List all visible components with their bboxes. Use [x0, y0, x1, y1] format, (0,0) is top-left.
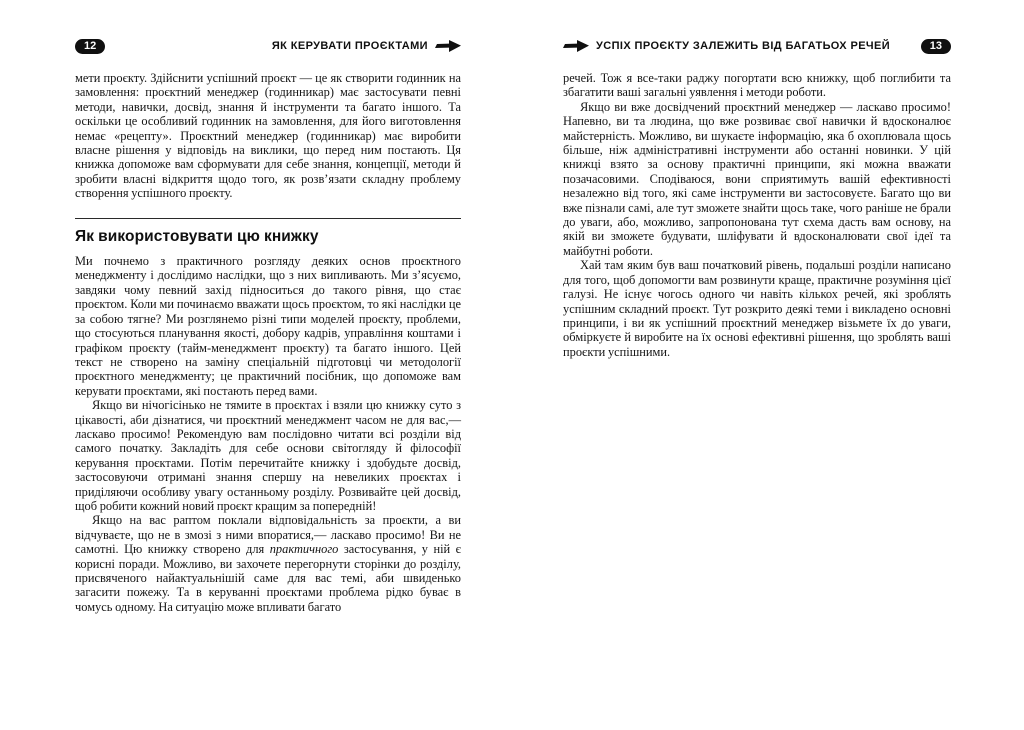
- right-running-title-group: [563, 40, 890, 52]
- paragraph: Якщо ви нічогісінько не тямите в проєктах і взяли цю книжку суто з цікавості, аби дізнатися, чи проєктний менеджмент часом не для вас,— ласкаво просимо! Рекомендую вам послідовно читати всі розділи від самого початку. Закладіть для себе основи світогляду й філософії керування проєктами. Потім перечитайте книжку і здобудьте досвід, застосовуючи отримані знання спершу на невеликих проєктах і приділяючи особливу увагу останньому розділу. Розвивайте цей досвід, щоб робити кожний новий проєкт кращим за попередній!: [75, 398, 461, 513]
- italic-word: практичного: [269, 542, 339, 557]
- paragraph-continuation: речей. Тож я все-таки раджу погортати всю книжку, щоб поглибити та збагатити ваші загальні уявлення і методи роботи.: [563, 71, 951, 100]
- paragraph: Якщо ви вже досвідчений проєктний менеджер — ласкаво просимо! Напевно, ви та людина, що вже розвиває свої навички й вдосконалює майстерність. Можливо, ви шукаєте інформацію, яка б охоплювала щось більше, ніж адміністративні інструменти або останні новинки. У цій книжці взято за основу практичні принципи, які можна вважати позачасовими. Сподіваюся, вони сприятимуть вашій ефективності незалежно від того, які саме інструменти ви застосовуєте. Багато що ви вже пізнали самі, але тут зможете знайти щось таке, чого раніше не брали до уваги, або, можливо, запропонована тут схема дасть вам основу, на якій ви зможете будувати, шліфувати й вдосконалювати свої ідеї та майбутні роботи.: [563, 99, 951, 258]
- left-running-title: ЯК КЕРУВАТИ ПРОЄКТАМИ: [271, 40, 428, 52]
- right-page-body: [563, 71, 951, 359]
- left-page-number-badge: 12: [75, 39, 105, 54]
- section-heading: Як використовувати цю книжку: [75, 218, 461, 244]
- page-right: [563, 38, 951, 359]
- right-running-title: УСПІХ ПРОЄКТУ ЗАЛЕЖИТЬ ВІД БАГАТЬОХ РЕЧЕЙ: [596, 40, 891, 52]
- page-left: [75, 38, 461, 614]
- paragraph: Хай там яким був ваш початковий рівень, подальші розділи написано для того, щоб допомогти вам розвинути краще, практичне розуміння цієї галузі. Не існує чогось одного чи навіть кількох речей, які зроблять успішним складний проєкт. Тут розкрито деякі теми і викладено основні принципи, і ви як успішний проєктний менеджер візьмете їх до уваги, обміркуєте й виробите на їх основі ефективні рішення, що зроблять ваші проєкти успішними.: [563, 258, 951, 359]
- right-arrow-icon: [435, 40, 461, 52]
- right-page-number-badge: 13: [921, 39, 951, 54]
- left-page-header: [75, 38, 461, 54]
- paragraph-text: Якщо на вас раптом поклали відповідальність за проєкти, а ви відчуваєте, що не в змозі з ними впоратися,— ласкаво просимо! Ви не самотні. Цю книжку створено для: [75, 513, 461, 557]
- left-running-title-group: [272, 40, 461, 52]
- paragraph-continuation: мети проєкту. Здійснити успішний проєкт — це як створити годинник на замовлення: проєктний менеджер (годинникар) має застосувати певні методи, навички, досвід, знання й інструменти та багато іншого. Та оскільки це особливий годинник на замовлення, для його виготовлення немає «рецепту». Проєктний менеджер (годинникар) має виробити власне рішення у відповідь на виклики, що перед ним постають. Ця книжка допоможе вам сформувати для себе знання, концепції, методи й зробити власні відкриття щодо того, як розв’язати складну проблему створення успішного проєкту.: [75, 71, 461, 201]
- paragraph: Ми почнемо з практичного розгляду деяких основ проєктного менеджменту і дослідимо наслідки, що з них випливають. Ми з’ясуємо, завдяки чому певний захід підноситься до такого рівня, що стає проєктом. Коли ми починаємо вважати щось проєктом, то які наслідки це за собою тягне? Ми розглянемо різні типи моделей проєкту, проблеми, що стосуються планування якості, добору кадрів, управління коштами і графіком проєкту (тайм-менеджмент проєкту) та багато іншого. Цей текст не створено на заміну спеціальній підготовці чи методології проєктного менеджменту; це практичний посібник, що допоможе вам керувати проєктами, які постають перед вами.: [75, 254, 461, 398]
- right-arrow-icon: [563, 40, 589, 52]
- left-page-body: [75, 71, 461, 614]
- paragraph-text: застосування, у ній є корисні поради. Можливо, ви захочете перегорнути сторінки до розділу, присвяченого найактуальнішій саме для вас темі, аби швиденько загасити пожежу. Та в керуванні проєктами проблема рідко буває в чомусь одному. На ситуацію може впливати багато: [75, 542, 461, 614]
- right-page-header: [563, 38, 951, 54]
- paragraph: [75, 513, 461, 614]
